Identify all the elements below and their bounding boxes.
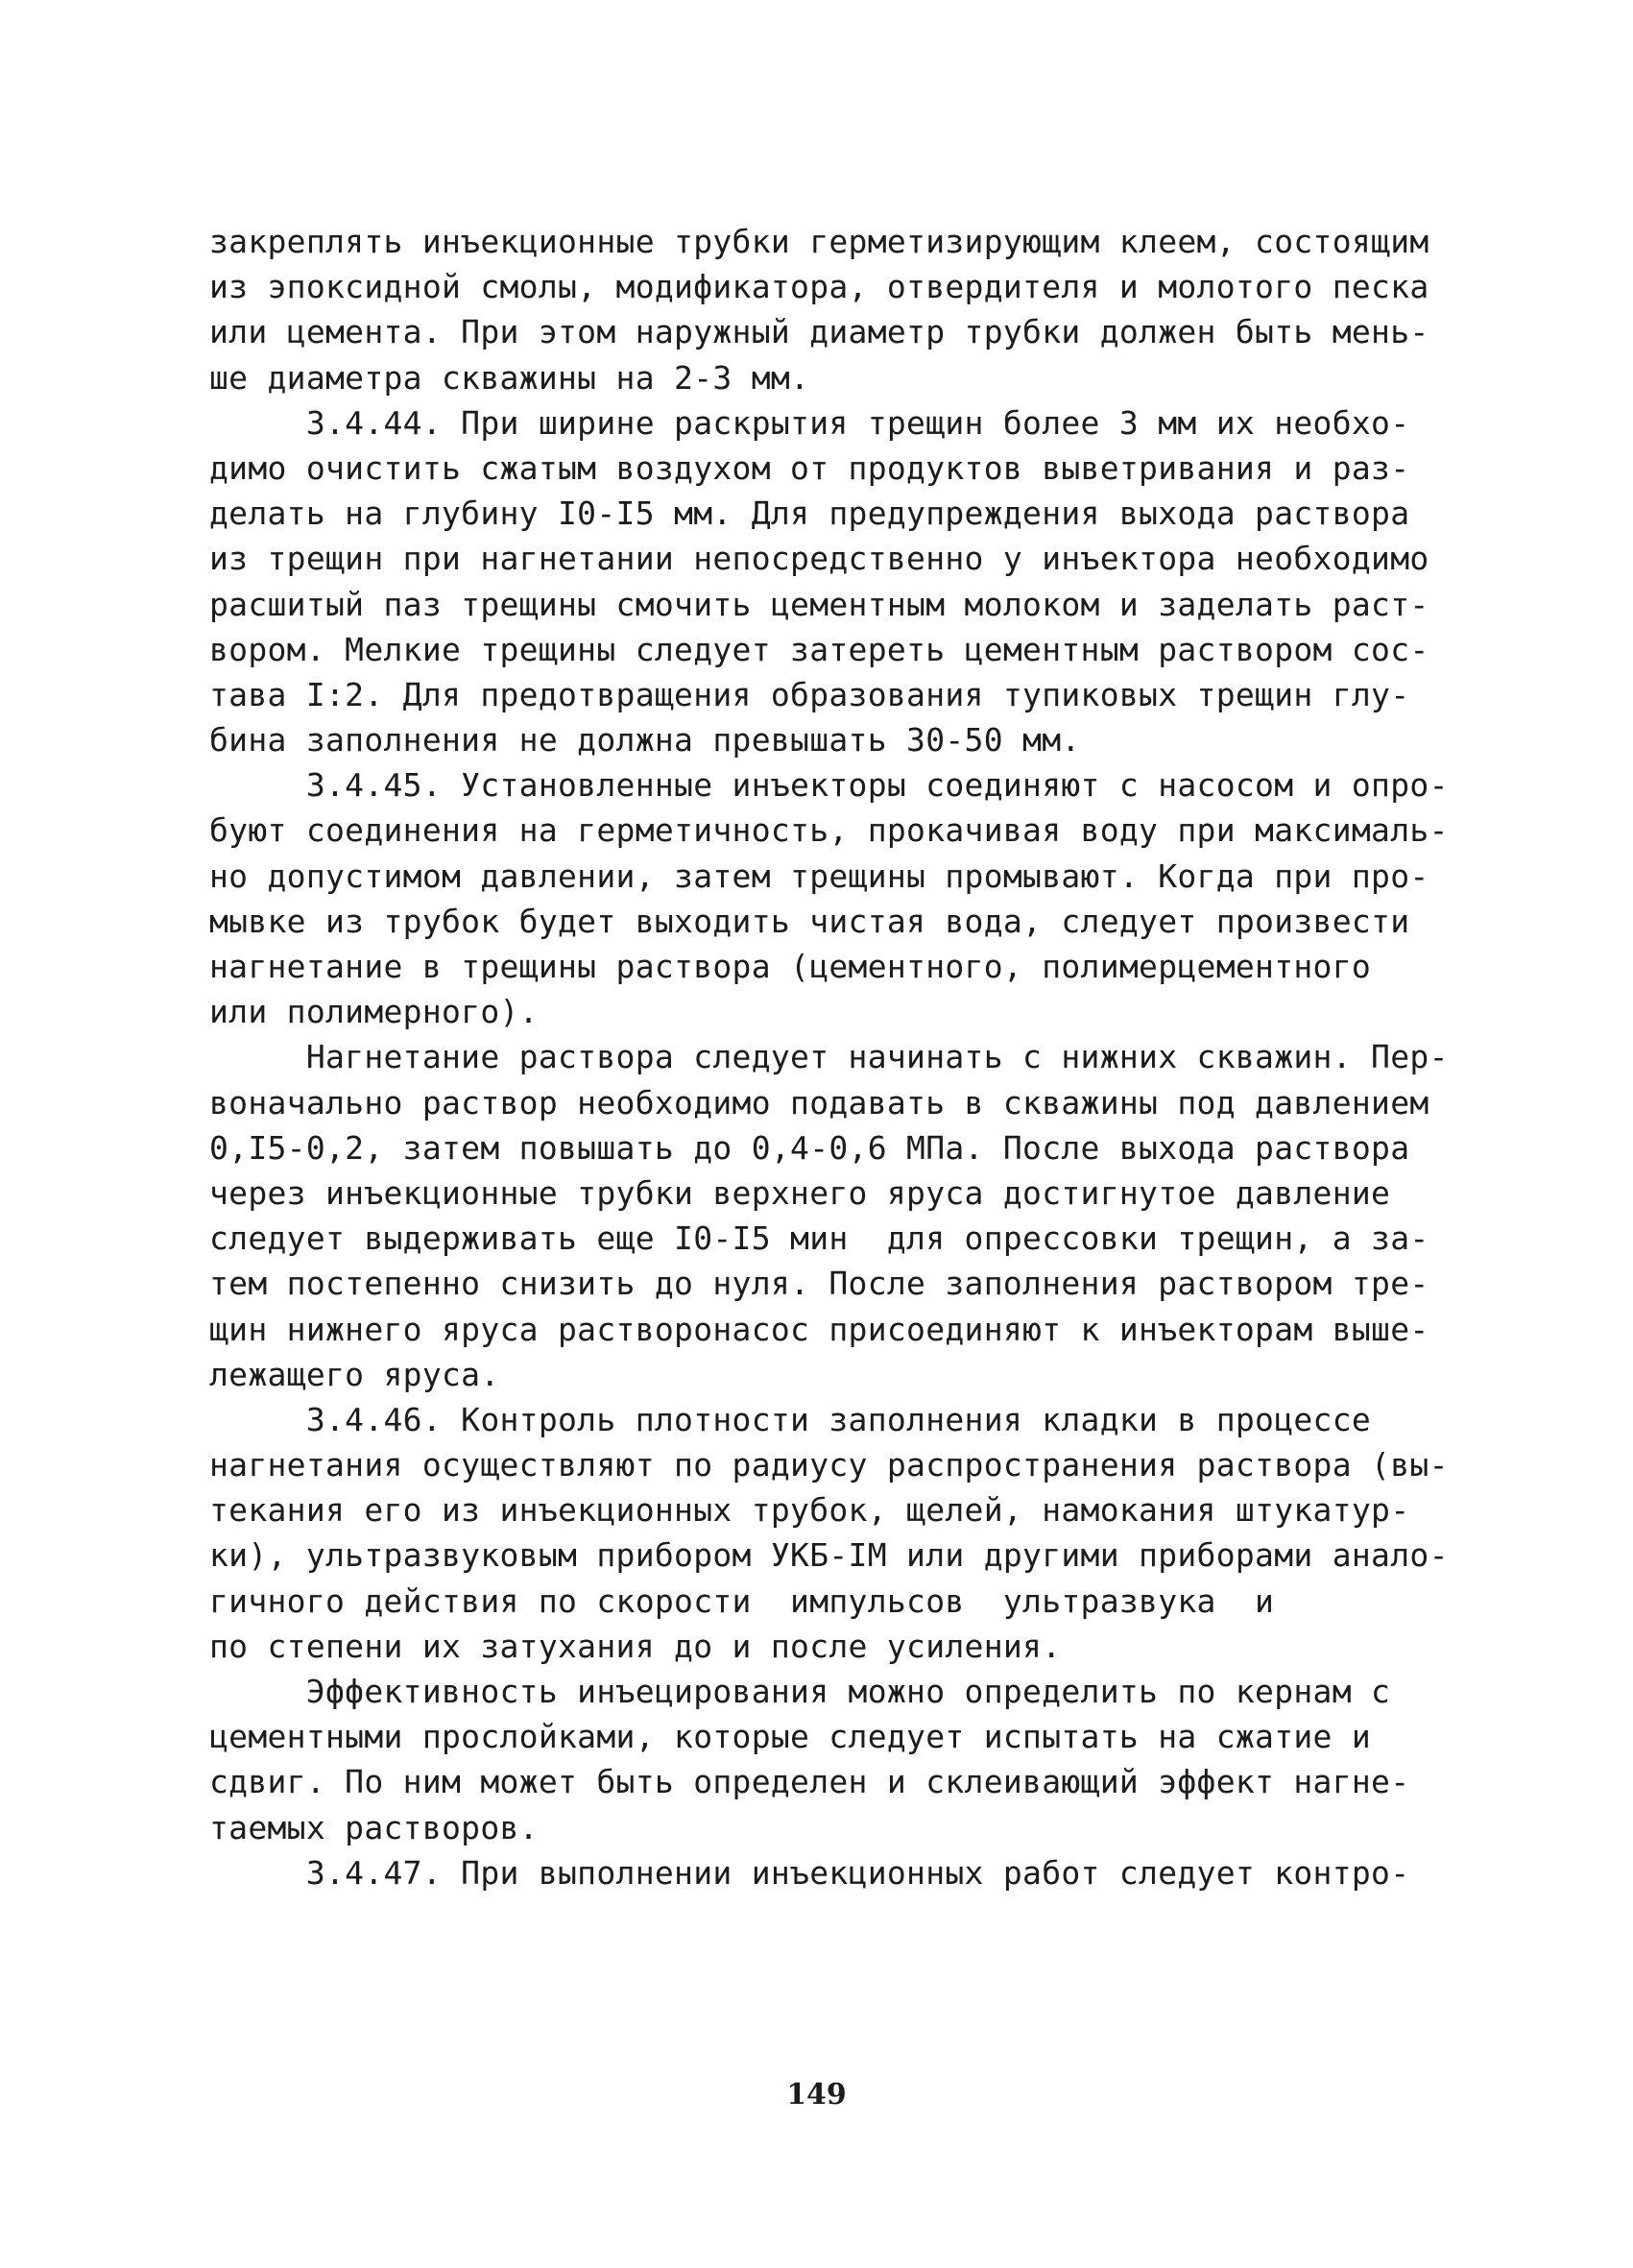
text-line: закреплять инъекционные трубки герметизирующим клеем, состоящим <box>209 223 1429 260</box>
text-line: цементными прослойками, которые следует испытать на сжатие и <box>209 1718 1372 1756</box>
text-line: таемых растворов. <box>209 1808 539 1846</box>
body-text <box>209 219 1448 1895</box>
section-3-4-44-start: 3.4.44. При ширине раскрытия трещин более 3 мм их необхо- <box>209 403 1410 442</box>
text-line: по степени их затухания до и после усиления. <box>209 1627 1062 1665</box>
text-line: димо очистить сжатым воздухом от продуктов выветривания и раз- <box>209 448 1410 487</box>
text-line: тем постепенно снизить до нуля. После заполнения раствором тре- <box>209 1265 1429 1303</box>
page-number: 149 <box>786 2078 847 2111</box>
paragraph-start: Эффективность инъецирования можно определить по кернам с <box>209 1673 1391 1710</box>
text-line: ки), ультразвуковым прибором УКБ-IМ или другими приборами анало- <box>209 1536 1449 1575</box>
text-line: расшитый паз трещины смочить цементным молоком и заделать раст- <box>209 585 1429 623</box>
text-line: сдвиг. По ним может быть определен и склеивающий эффект нагне- <box>209 1763 1410 1801</box>
text-line: лежащего яруса. <box>209 1355 500 1393</box>
text-line: бина заполнения не должна превышать 30-50 мм. <box>209 721 1081 760</box>
text-line: буют соединения на герметичность, прокачивая воду при максималь- <box>209 811 1449 850</box>
paragraph-start: Нагнетание раствора следует начинать с нижних скважин. Пер- <box>209 1038 1449 1076</box>
section-3-4-45-start: 3.4.45. Установленные инъекторы соединяют с насосом и опро- <box>209 766 1449 805</box>
text-line: тава I:2. Для предотвращения образования тупиковых трещин глу- <box>209 675 1410 713</box>
text-line: или полимерного). <box>209 993 539 1031</box>
text-line: воначально раствор необходимо подавать в скважины под давлением <box>209 1083 1429 1122</box>
text-line: гичного действия по скорости импульсов ультразвука и <box>209 1581 1275 1620</box>
text-line: через инъекционные трубки верхнего яруса достигнутое давление <box>209 1173 1391 1212</box>
section-3-4-47-start: 3.4.47. При выполнении инъекционных работ следует контро- <box>209 1853 1410 1892</box>
section-3-4-46-start: 3.4.46. Контроль плотности заполнения кладки в процессе <box>209 1400 1372 1438</box>
text-line: 0,I5-0,2, затем повышать до 0,4-0,6 МПа. После выхода раствора <box>209 1128 1410 1167</box>
text-line: из трещин при нагнетании непосредственно у инъектора необходимо <box>209 540 1429 578</box>
text-line: делать на глубину I0-I5 мм. Для предупреждения выхода раствора <box>209 495 1410 533</box>
text-line: мывке из трубок будет выходить чистая вода, следует произвести <box>209 902 1410 940</box>
text-line: из эпоксидной смолы, модификатора, отвердителя и молотого песка <box>209 268 1429 306</box>
text-line: нагнетание в трещины раствора (цементного, полимерцементного <box>209 948 1372 985</box>
text-line: ше диаметра скважины на 2-3 мм. <box>209 358 810 397</box>
text-line: щин нижнего яруса растворонасос присоединяют к инъекторам выше- <box>209 1310 1429 1348</box>
text-line: вором. Мелкие трещины следует затереть цементным раствором сос- <box>209 630 1429 668</box>
text-line: текания его из инъекционных трубок, щелей, намокания штукатур- <box>209 1491 1410 1530</box>
text-line: или цемента. При этом наружный диаметр трубки должен быть мень- <box>209 313 1429 351</box>
text-line: но допустимом давлении, затем трещины промывают. Когда при про- <box>209 857 1429 895</box>
text-line: следует выдерживать еще I0-I5 мин для опрессовки трещин, а за- <box>209 1219 1429 1258</box>
text-line: нагнетания осуществляют по радиусу распространения раствора (вы- <box>209 1446 1449 1484</box>
